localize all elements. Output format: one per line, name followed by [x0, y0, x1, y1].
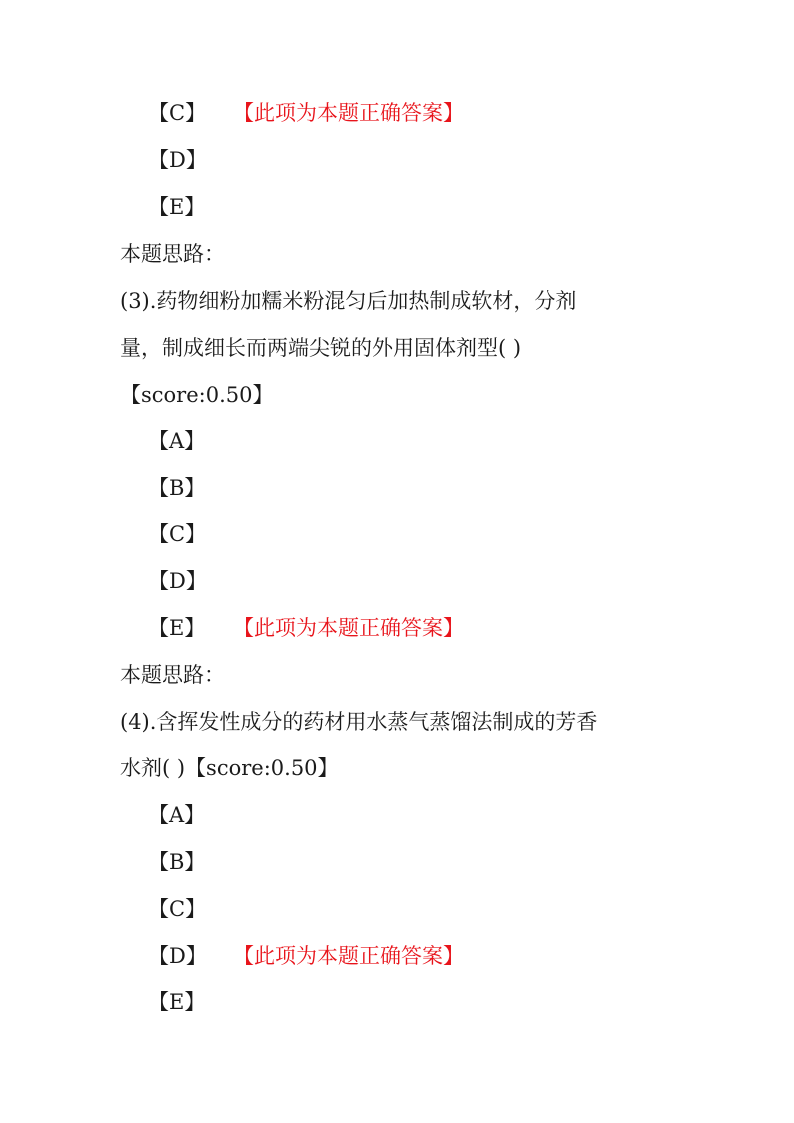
option-label: 【E】 [148, 616, 206, 640]
option-label: 【A】 [148, 803, 206, 827]
question-3-score: 【score:0.50】 [120, 383, 274, 407]
option-label: 【C】 [148, 897, 207, 921]
option-e-row [148, 988, 205, 1016]
explanation-label: 本题思路： [120, 663, 225, 687]
option-label: 【E】 [148, 195, 206, 219]
question-4-text-line-1: (4).含挥发性成分的药材用水蒸气蒸馏法制成的芳香 [120, 710, 598, 734]
explanation-label: 本题思路： [120, 242, 225, 266]
option-c-row [148, 520, 206, 548]
option-e-row [148, 193, 205, 221]
option-a-row [148, 427, 205, 455]
option-e-row [148, 614, 205, 642]
question-3-text-line-1: (3).药物细粉加糯米粉混匀后加热制成软材，分剂 [120, 289, 577, 313]
option-label: 【B】 [148, 476, 206, 500]
option-d-row [148, 146, 207, 174]
option-label: 【D】 [148, 944, 207, 968]
option-label: 【D】 [148, 569, 207, 593]
option-b-row [148, 848, 205, 876]
option-label: 【B】 [148, 850, 206, 874]
question-4-text-line-2: 水剂( )【score:0.50】 [120, 756, 339, 780]
correct-answer-marker: 【此项为本题正确答案】 [233, 616, 464, 640]
question-3-text-line-2: 量，制成细长而两端尖锐的外用固体剂型( ) [120, 336, 522, 360]
option-c-row [148, 895, 206, 923]
option-label: 【C】 [148, 101, 207, 125]
option-d-row [148, 567, 207, 595]
option-label: 【C】 [148, 522, 207, 546]
option-a-row [148, 801, 205, 829]
option-b-row [148, 474, 205, 502]
option-label: 【A】 [148, 429, 206, 453]
correct-answer-marker: 【此项为本题正确答案】 [233, 101, 464, 125]
option-d-row [148, 942, 207, 970]
option-c-row [148, 99, 206, 127]
option-label: 【D】 [148, 148, 207, 172]
option-label: 【E】 [148, 990, 206, 1014]
correct-answer-marker: 【此项为本题正确答案】 [233, 944, 464, 968]
